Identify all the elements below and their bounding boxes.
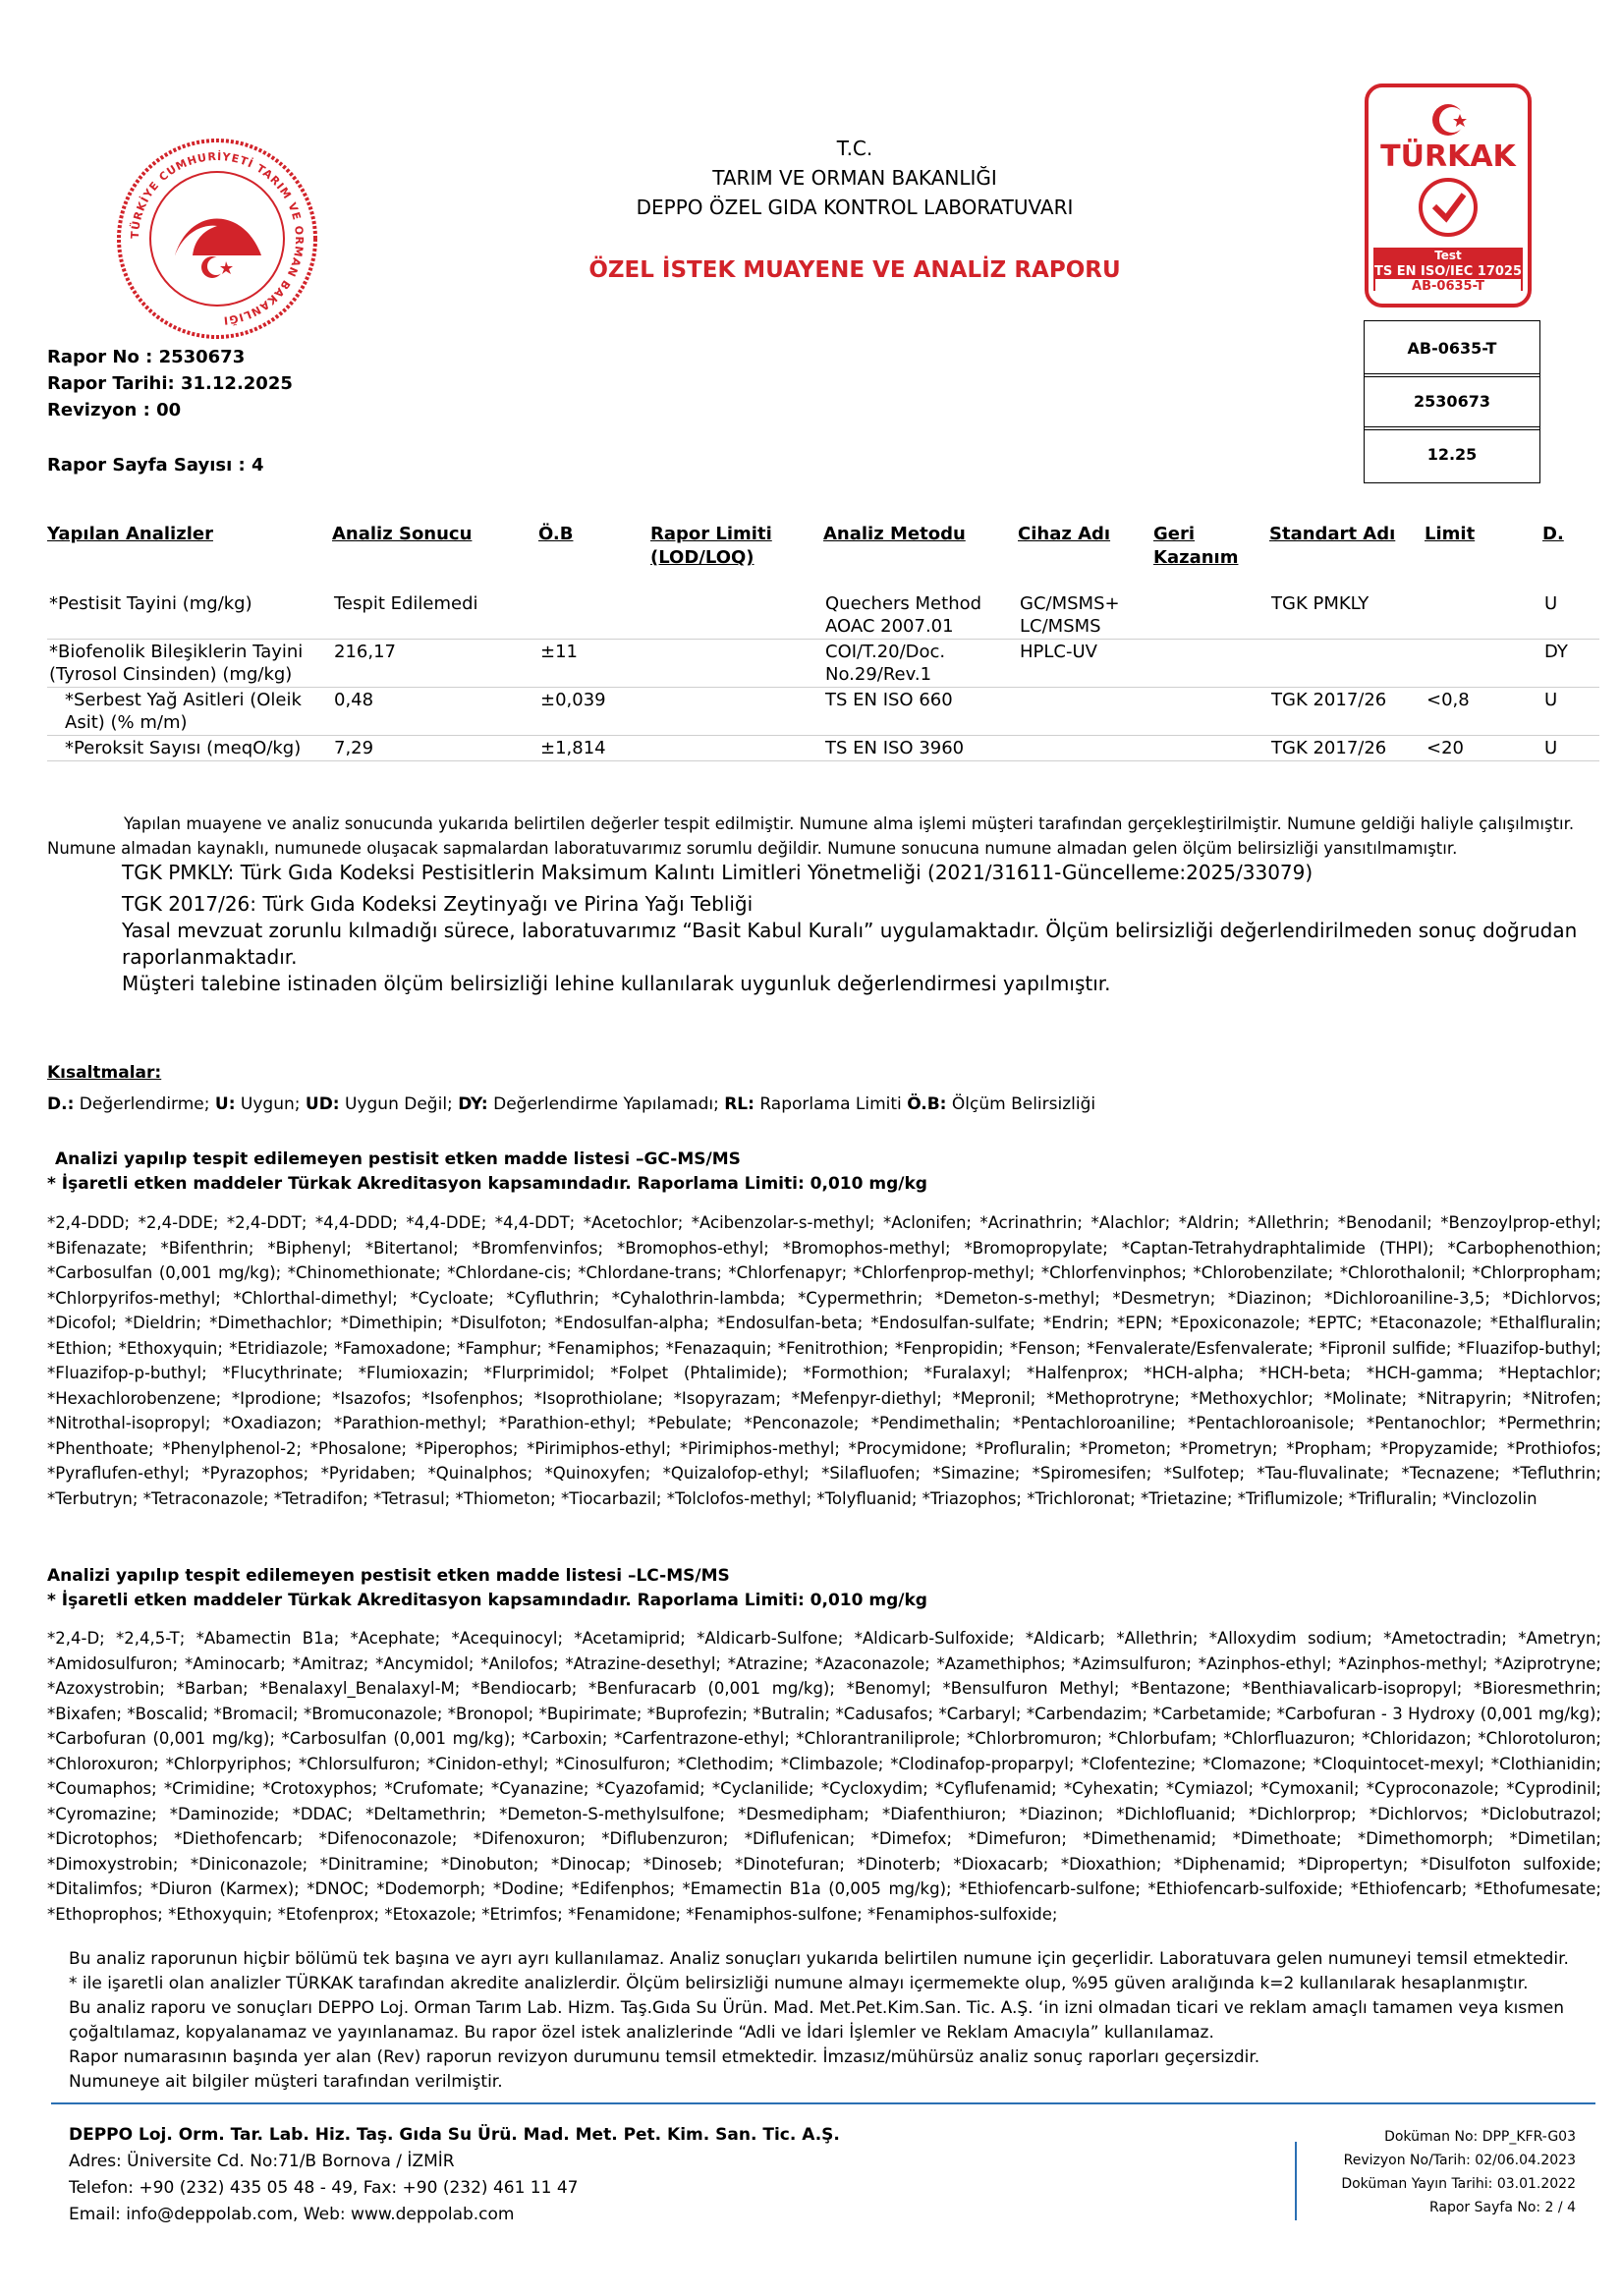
report-pages: Rapor Sayfa Sayısı : 4 — [47, 455, 264, 476]
th-recovery: Geri Kazanım — [1153, 524, 1239, 568]
statement: Yapılan muayene ve analiz sonucunda yukarıda belirtilen değerler tespit edilmiştir. Numune alma işlemi müşteri tarafından gerçekleştirilmiştir. Numune geldiği haliyle çalışılmıştır. Numune almadan kaynaklı, numunede oluşacak sapmalardan laboratuvarımız sorumlu değildir. Numune sonucuna numune almadan gelen ölçüm belirsizliği yansıtılmamıştır. — [47, 814, 1575, 858]
disclaimer-3: Bu analiz raporu ve sonuçları DEPPO Loj. Orman Tarım Lab. Hizm. Taş.Gıda Su Ürün. Mad. Met.Pet.Kim.San. Tic. A.Ş. ‘in izni olmadan ticari ve reklam amaçlı tamamen veya kısmen çoğaltılamaz, kopyalanamaz ve yayınlanamaz. Bu rapor özel istek analizlerinde “Adli ve İdari İşlemler ve Reklam Amacıyla” kullanılamaz. — [69, 1998, 1565, 2043]
footer-vline — [1295, 2142, 1297, 2220]
disclaimer-4: Rapor numarasının başında yer alan (Rev) raporun revizyon durumunu temsil etmektedir. İmzasız/mühürsüz analiz sonuç raporları geçersizdir. — [69, 2047, 1260, 2067]
results-table — [47, 591, 1599, 761]
th-analysis: Yapılan Analizler — [47, 524, 213, 544]
lc-title: Analizi yapılıp tespit edilemeyen pestisit etken madde listesi –LC-MS/MS — [47, 1566, 730, 1586]
abbrev-list: D.: Değerlendirme; U: Uygun; UD: Uygun Değil; DY: Değerlendirme Yapılamadı; RL: Raporlama Limiti Ö.B: Ölçüm Belirsizliği — [47, 1094, 1096, 1114]
th-result: Analiz Sonucu — [332, 524, 473, 544]
lc-list: *2,4-D; *2,4,5-T; *Abamectin B1a; *Acephate; *Acequinocyl; *Acetamiprid; *Aldicarb-Sulfone; *Aldicarb-Sulfoxide; *Aldicarb; *Allethrin; *Alloxydim sodium; *Ametoctradin; *Ametryn; *Amidosulfuron; *Aminocarb; *Amitraz; *Ancymidol; *Anilofos; *Atrazine-desethyl; *Atrazine; *Azaconazole; *Azamethiphos; *Azimsulfuron; *Azinphos-ethyl; *Azinphos-methyl; *Aziprotryne; *Azoxystrobin; *Barban; *Benalaxyl_Benalaxyl-M; *Bendiocarb; *Benfuracarb (0,001 mg/kg); *Benomyl; *Bensulfuron Methyl; *Bentazone; *Benthiavalicarb-isopropyl; *Bioresmethrin; *Bixafen; *Boscalid; *Bromacil; *Bromuconazole; *Bronopol; *Bupirimate; *Buprofezin; *Butralin; *Cadusafos; *Carbaryl; *Carbendazim; *Carbetamide; *Carbofuran - 3 Hydroxy (0,001 mg/kg); *Carbofuran (0,001 mg/kg); *Carbosulfan (0,001 mg/kg); *Carboxin; *Carfentrazone-ethyl; *Chlorantraniliprole; *Chlorbromuron; *Chlorbufam; *Chlorfluazuron; *Chloridazon; *Chlorotoluron; *Chloroxuron; *Chlorpyriphos; *Chlorsulfuron; *Cinidon-ethyl; *Cinosulfuron; *Clethodim; *Climbazole; *Clodinafop-proparpyl; *Clofentezine; *Clomazone; *Cloquintocet-mexyl; *Clothianidin; *Coumaphos; *Crimidine; *Crotoxyphos; *Crufomate; *Cyanazine; *Cyazofamid; *Cyclanilide; *Cycloxydim; *Cyflufenamid; *Cyhexatin; *Cymiazol; *Cymoxanil; *Cyproconazole; *Cyprodinil; *Cyromazine; *Daminozide; *DDAC; *Deltamethrin; *Demeton-S-methylsulfone; *Desmedipham; *Diafenthiuron; *Diazinon; *Dichlofluanid; *Dichlorprop; *Dichlorvos; *Diclobutrazol; *Dicrotophos; *Diethofencarb; *Difenoconazole; *Difenoxuron; *Diflubenzuron; *Diflufenican; *Dimefox; *Dimefuron; *Dimethenamid; *Dimethoate; *Dimethomorph; *Dimetilan; *Dimoxystrobin; *Diniconazole; *Dinitramine; *Dinobuton; *Dinocap; *Dinoseb; *Dinotefuran; *Dinoterb; *Dioxacarb; *Dioxathion; *Diphenamid; *Dipropertyn; *Disulfoton sulfoxide; *Ditalimfos; *Diuron (Karmex); *DNOC; *Dodemorph; *Dodine; *Edifenphos; *Emamectin B1a (0,005 mg/kg); *Ethiofencarb-sulfone; *Ethiofencarb-sulfoxide; *Ethiofencarb; *Ethofumesate; *Ethoprophos; *Ethoxyquin; *Etofenprox; *Etoxazole; *Etrimfos; *Fenamidone; *Fenamiphos-sulfone; *Fenamiphos-sulfoxide; — [47, 1629, 1601, 1924]
header-lab: DEPPO ÖZEL GIDA KONTROL LABORATUVARI — [636, 196, 1074, 219]
box-report-no: 2530673 — [1364, 373, 1540, 430]
svg-text:TÜRKİYE CUMHURİYETİ TARIM VE O: TÜRKİYE CUMHURİYETİ TARIM VE ORMAN BAKANLIĞI — [128, 149, 307, 327]
report-no: Rapor No : 2530673 — [47, 347, 246, 367]
footer-company: DEPPO Loj. Orm. Tar. Lab. Hiz. Taş. Gıda Su Ürü. Mad. Met. Pet. Kim. San. Tic. A.Ş. — [69, 2125, 840, 2145]
note-pmkly: TGK PMKLY: Türk Gıda Kodeksi Pestisitlerin Maksimum Kalıntı Limitleri Yönetmeliği (2021/31611-Güncelleme:2025/33079) — [122, 861, 1314, 884]
th-limit: Limit — [1425, 524, 1476, 544]
header-ministry: TARIM VE ORMAN BAKANLIĞI — [712, 166, 997, 190]
th-device: Cihaz Adı — [1018, 524, 1111, 544]
abbrev-title: Kısaltmalar: — [47, 1063, 162, 1083]
note-uncertainty: Müşteri talebine istinaden ölçüm belirsizliği lehine kullanılarak uygunluk değerlendirmesi yapılmıştır. — [122, 972, 1111, 995]
footer-rev: Revizyon No/Tarih: 02/06.04.2023 — [1343, 2153, 1576, 2168]
disclaimer-2: * ile işaretli olan analizler TÜRKAK tarafından akredite analizlerdir. Ölçüm belirsizliği numune almayı içermemekte olup, %95 güven aralığında k=2 kullanılarak hesaplanmıştır. — [69, 1974, 1529, 1993]
th-ob: Ö.B — [538, 524, 574, 544]
footer-address: Adres: Üniversite Cd. No:71/B Bornova / İZMİR — [69, 2152, 455, 2171]
turkak-test: Test — [1434, 249, 1462, 262]
th-standard: Standart Adı — [1269, 524, 1396, 544]
gc-title: Analizi yapılıp tespit edilemeyen pestisit etken madde listesi –GC-MS/MS — [55, 1149, 741, 1169]
report-date: Rapor Tarihi: 31.12.2025 — [47, 373, 293, 394]
th-method: Analiz Metodu — [823, 524, 966, 544]
gc-subtitle: * İşaretli etken maddeler Türkak Akreditasyon kapsamındadır. Raporlama Limiti: 0,010 mg/kg — [47, 1174, 927, 1194]
footer-doc-no: Doküman No: DPP_KFR-G03 — [1384, 2129, 1576, 2145]
th-d: D. — [1542, 524, 1564, 544]
report-revision: Revizyon : 00 — [47, 400, 182, 420]
disclaimer-5: Numuneye ait bilgiler müşteri tarafından verilmiştir. — [69, 2072, 503, 2092]
table-row: *Serbest Yağ Asitleri (Oleik Asit) (% m/m) 0,48 ±0,039 TS EN ISO 660 TGK 2017/26 <0,8 U — [47, 688, 1599, 736]
footer-pub-date: Doküman Yayın Tarihi: 03.01.2022 — [1341, 2176, 1576, 2192]
box-accreditation: AB-0635-T — [1364, 320, 1540, 377]
turkak-brand: TÜRKAK — [1380, 140, 1516, 174]
table-row: *Pestisit Tayini (mg/kg) Tespit Edilemedi Quechers Method AOAC 2007.01 GC/MSMS+ LC/MSMS TGK PMKLY U — [47, 591, 1599, 640]
footer-page: Rapor Sayfa No: 2 / 4 — [1428, 2200, 1576, 2215]
disclaimer-1: Bu analiz raporunun hiçbir bölümü tek başına ve ayrı ayrı kullanılamaz. Analiz sonuçları yukarıda belirtilen numune için geçerlidir. Laboratuvara gelen numuneyi temsil etmektedir. — [69, 1949, 1569, 1969]
note-tgk: TGK 2017/26: Türk Gıda Kodeksi Zeytinyağı ve Pirina Yağı Tebliği — [122, 892, 754, 916]
gc-list: *2,4-DDD; *2,4-DDE; *2,4-DDT; *4,4-DDD; *4,4-DDE; *4,4-DDT; *Acetochlor; *Acibenzolar-s-methyl; *Aclonifen; *Acrinathrin; *Alachlor; *Aldrin; *Allethrin; *Benodanil; *Benzoylprop-ethyl; *Bifenazate; *Bifenthrin; *Biphenyl; *Bitertanol; *Bromfenvinfos; *Bromophos-ethyl; *Bromophos-methyl; *Bromopropylate; *Captan-Tetrahydraphtalimide (THPI); *Carbophenothion; *Carbosulfan (0,001 mg/kg); *Chinomethionate; *Chlordane-cis; *Chlordane-trans; *Chlorfenapyr; *Chlorfenprop-methyl; *Chlorfenvinphos; *Chlorobenzilate; *Chlorothalonil; *Chlorpropham; *Chlorpyrifos-methyl; *Chlorthal-dimethyl; *Cycloate; *Cyfluthrin; *Cyhalothrin-lambda; *Cypermethrin; *Demeton-s-methyl; *Desmetryn; *Diazinon; *Dichloroaniline-3,5; *Dichlorvos; *Dicofol; *Dieldrin; *Dimethachlor; *Dimethipin; *Disulfoton; *Endosulfan-alpha; *Endosulfan-beta; *Endosulfan-sulfate; *Endrin; *EPN; *Epoxiconazole; *EPTC; *Etaconazole; *Ethalfluralin; *Ethion; *Ethoxyquin; *Etridiazole; *Famoxadone; *Famphur; *Fenamiphos; *Fenazaquin; *Fenitrothion; *Fenpropidin; *Fenson; *Fenvalerate/Esfenvalerate; *Fipronil sulfide; *Fluazifop-buthyl; *Fluazifop-p-buthyl; *Flucythrinate; *Flumioxazin; *Flurprimidol; *Folpet (Phtalimide); *Formothion; *Furalaxyl; *Halfenprox; *HCH-alpha; *HCH-beta; *HCH-gamma; *Heptachlor; *Hexachlorobenzene; *Iprodione; *Isazofos; *Isofenphos; *Isoprothiolane; *Isopyrazam; *Mefenpyr-diethyl; *Mepronil; *Methoprotryne; *Methoxychlor; *Molinate; *Nitrapyrin; *Nitrofen; *Nitrothal-isopropyl; *Oxadiazon; *Parathion-methyl; *Parathion-ethyl; *Pebulate; *Penconazole; *Pendimethalin; *Pentachloroaniline; *Pentachloroanisole; *Pentanochlor; *Permethrin; *Phenthoate; *Phenylphenol-2; *Phosalone; *Piperophos; *Pirimiphos-ethyl; *Pirimiphos-methyl; *Procymidone; *Profluralin; *Prometon; *Prometryn; *Propham; *Propyzamide; *Prothiofos; *Pyraflufen-ethyl; *Pyrazophos; *Pyridaben; *Quinalphos; *Quinoxyfen; *Quizalofop-ethyl; *Silafluofen; *Simazine; *Spiromesifen; *Sulfotep; *Tau-fluvalinate; *Tecnazene; *Tefluthrin; *Terbutryn; *Tetraconazole; *Tetradifon; *Tetrasul; *Thiometon; *Tiocarbazil; *Tolclofos-methyl; *Tolyfluanid; *Triazophos; *Trichloronat; *Trietazine; *Triflumizole; *Trifluralin; *Vinclozolin — [47, 1213, 1601, 1508]
turkak-logo — [1364, 83, 1533, 308]
ministry-seal — [116, 138, 318, 340]
lc-subtitle: * İşaretli etken maddeler Türkak Akreditasyon kapsamındadır. Raporlama Limiti: 0,010 mg/kg — [47, 1591, 927, 1610]
table-row: *Biofenolik Bileşiklerin Tayini (Tyrosol Cinsinden) (mg/kg) 216,17 ±11 COI/T.20/Doc. No.29/Rev.1 HPLC-UV DY — [47, 640, 1599, 688]
footer-email: Email: info@deppolab.com, Web: www.deppolab.com — [69, 2205, 515, 2224]
footer-phone: Telefon: +90 (232) 435 05 48 - 49, Fax: +90 (232) 461 11 47 — [69, 2178, 579, 2198]
footer-divider — [51, 2102, 1595, 2104]
table-row: *Peroksit Sayısı (meqO/kg) 7,29 ±1,814 TS EN ISO 3960 TGK 2017/26 <20 U — [47, 736, 1599, 761]
box-period: 12.25 — [1364, 426, 1540, 483]
turkak-standard: TS EN ISO/IEC 17025 — [1373, 264, 1523, 279]
report-title: ÖZEL İSTEK MUAYENE VE ANALİZ RAPORU — [588, 257, 1121, 283]
th-report-limit: Rapor Limiti (LOD/LOQ) — [650, 524, 772, 568]
turkak-code: AB-0635-T — [1412, 279, 1484, 294]
note-rule: Yasal mevzuat zorunlu kılmadığı sürece, laboratuvarımız “Basit Kabul Kuralı” uygulamaktadır. Ölçüm belirsizliği değerlendirilmeden sonuç doğrudan raporlanmaktadır. — [122, 919, 1578, 969]
header-tc: T.C. — [836, 137, 873, 160]
